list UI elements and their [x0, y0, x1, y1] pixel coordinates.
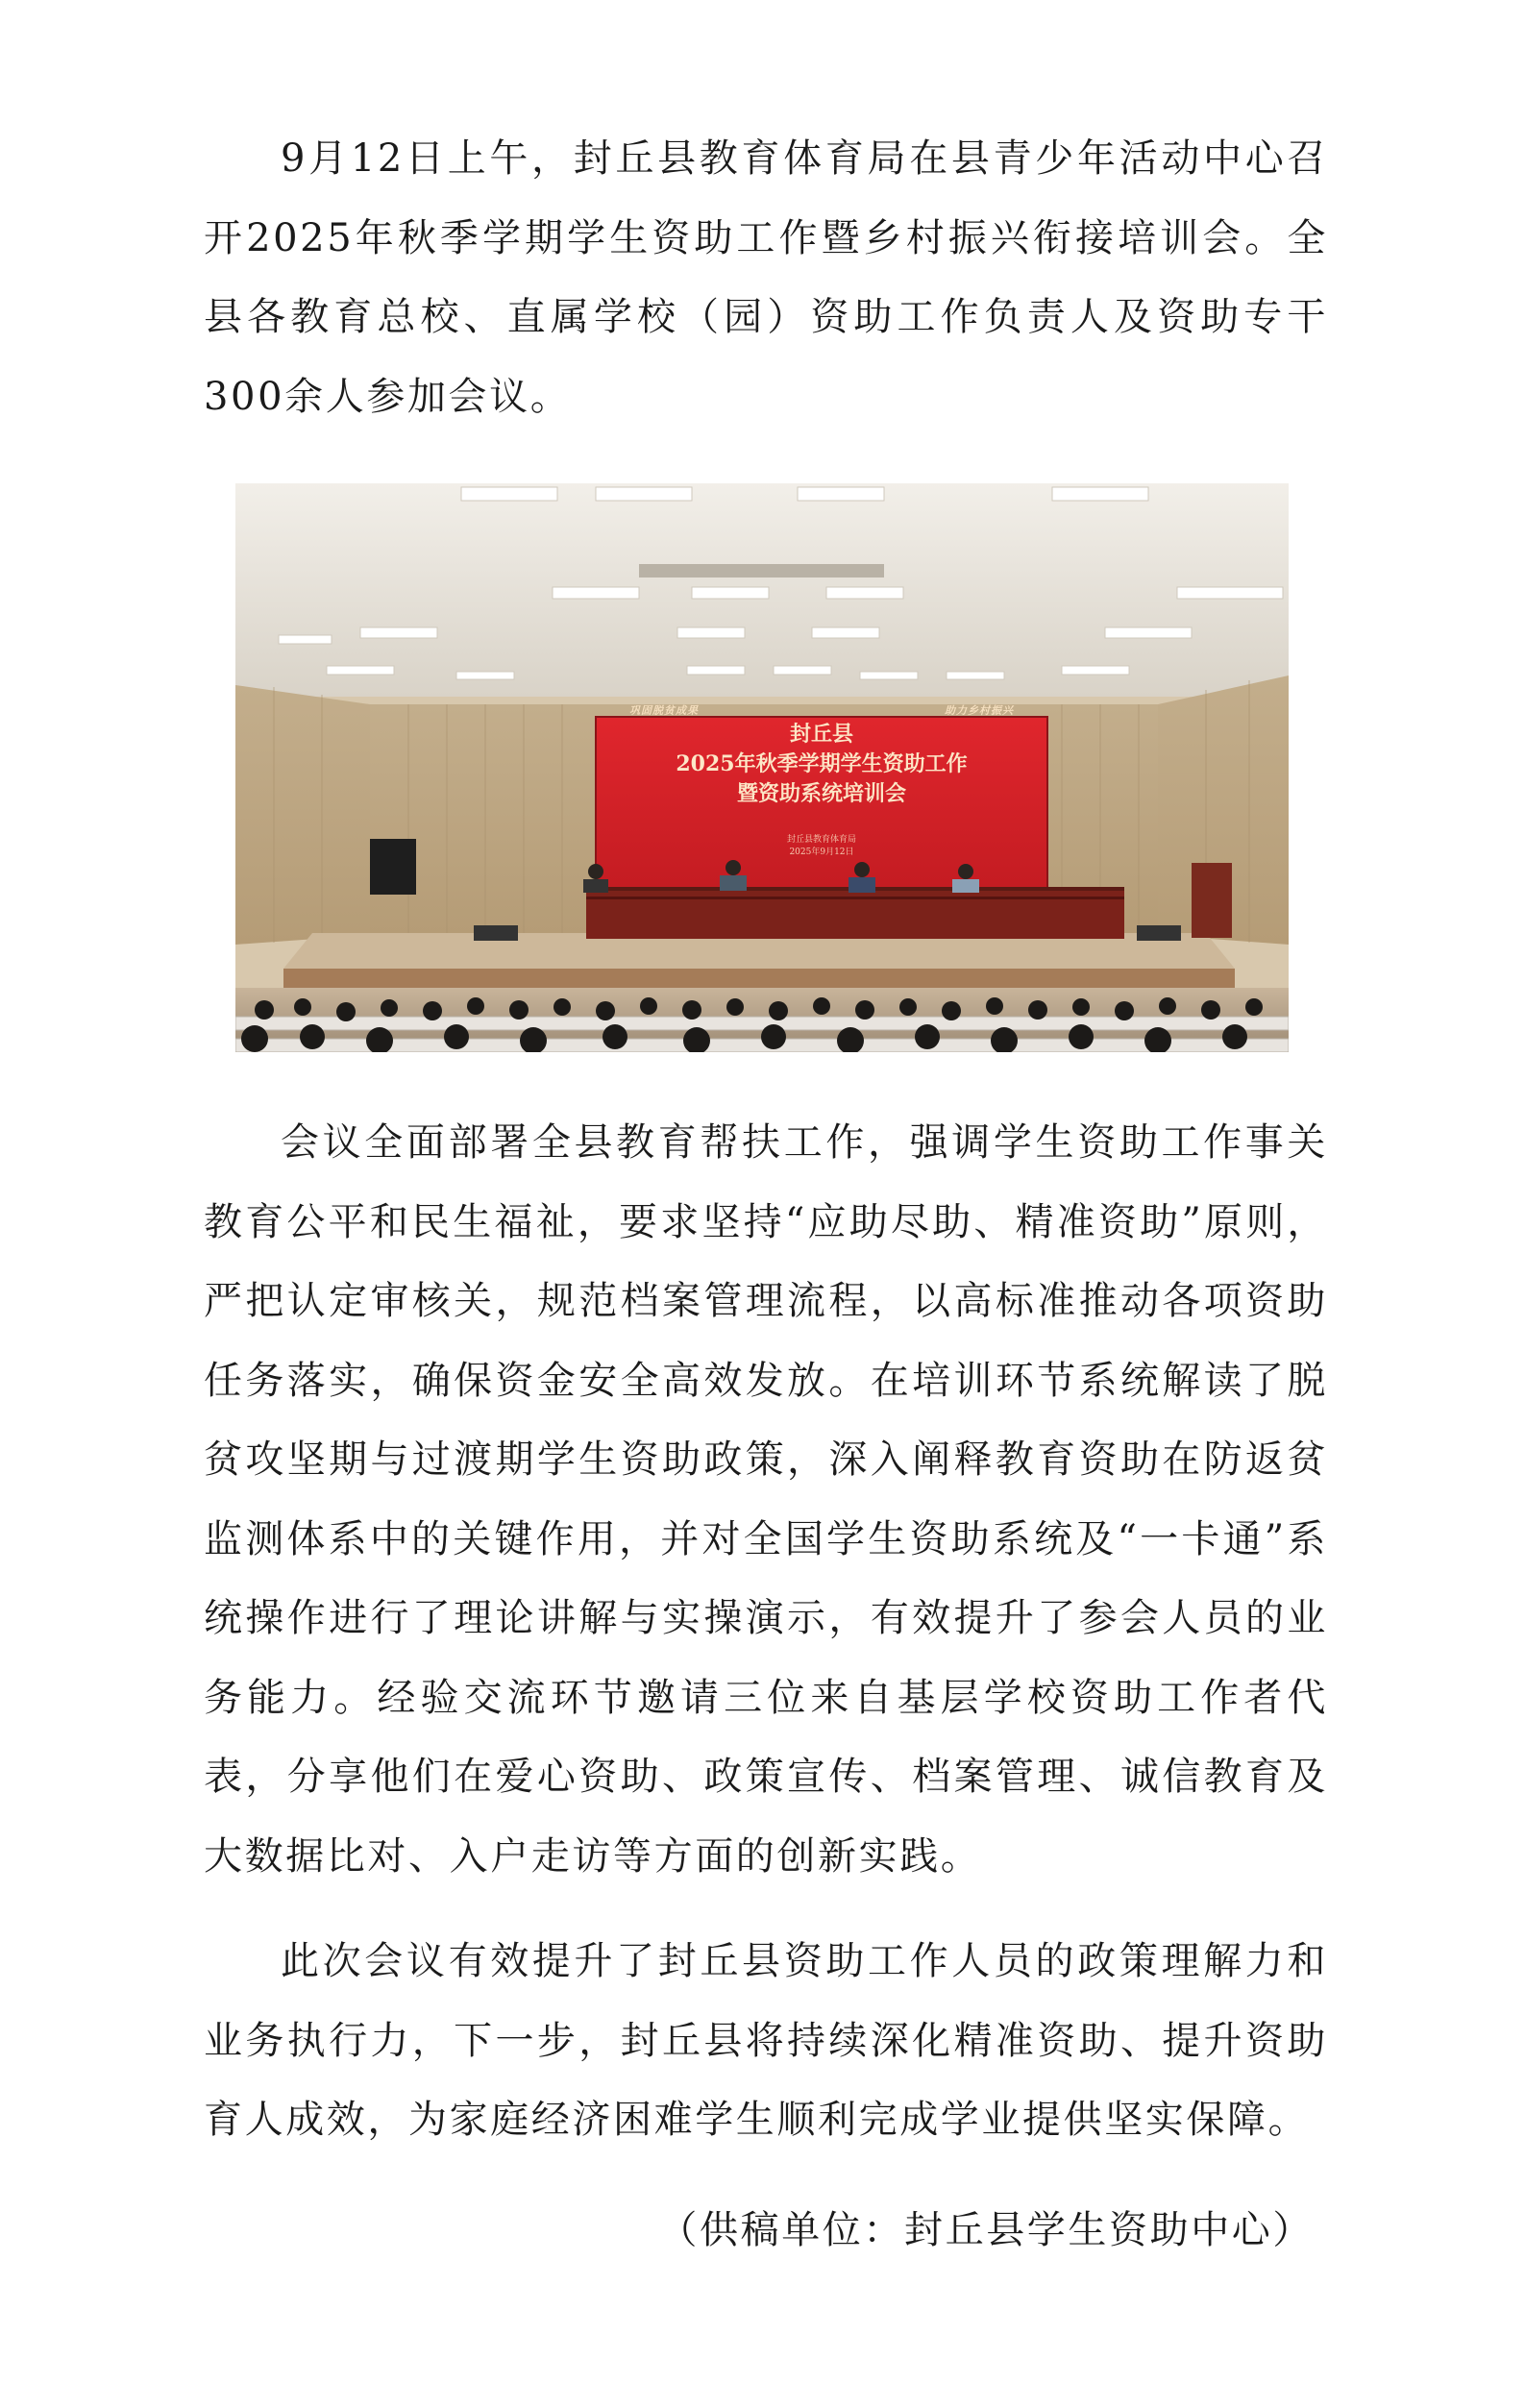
banner-org: 封丘县教育体育局 [786, 835, 856, 845]
banner-slogan [601, 702, 1043, 718]
source-credit: （供稿单位：封丘县学生资助中心） [658, 2208, 1314, 2252]
banner-title-line3: 暨资助系统培训会 [736, 781, 906, 806]
banner-date: 2025年9月12日 [789, 848, 854, 857]
banner-slogan-left: 巩固脱贫成果 [629, 704, 699, 717]
led-banner [601, 702, 1043, 857]
banner-title-line2: 2025年秋季学期学生资助工作 [676, 751, 968, 776]
paragraph-body: 会议全面部署全县教育帮扶工作，强调学生资助工作事关教育公平和民生福祉，要求坚持“应助尽助、精准资助”原则，严把认定审核关，规范档案管理流程，以高标准推动各项资助任务落实，确保资金安全高效发放。在培训环节系统解读了脱贫攻坚期与过渡期学生资助政策，深入阐释教育资助在防返贫监测体系中的关键作用，并对全国学生资助系统及“一卡通”系统操作进行了理论讲解与实操演示，有效提升了参会人员的业务能力。经验交流环节邀请三位来自基层学校资助工作者代表，分享他们在爱心资助、政策宣传、档案管理、诚信教育及大数据比对、入户走访等方面的创新实践。 [204, 1120, 1328, 1879]
banner-slogan-right: 助力乡村振兴 [945, 704, 1014, 717]
paragraph-intro: 9月12日上午，封丘县教育体育局在县青少年活动中心召开2025年秋季学期学生资助工作暨乡村振兴衔接培训会。全县各教育总校、直属学校（园）资助工作负责人及资助专干300余人参加会议。 [204, 136, 1328, 419]
banner-title-line1: 封丘县 [789, 722, 853, 747]
meeting-photo [235, 483, 1289, 1052]
paragraph-conclusion: 此次会议有效提升了封丘县资助工作人员的政策理解力和业务执行力，下一步，封丘县将持续深化精准资助、提升资助育人成效，为家庭经济困难学生顺利完成学业提供坚实保障。 [204, 1939, 1328, 2142]
